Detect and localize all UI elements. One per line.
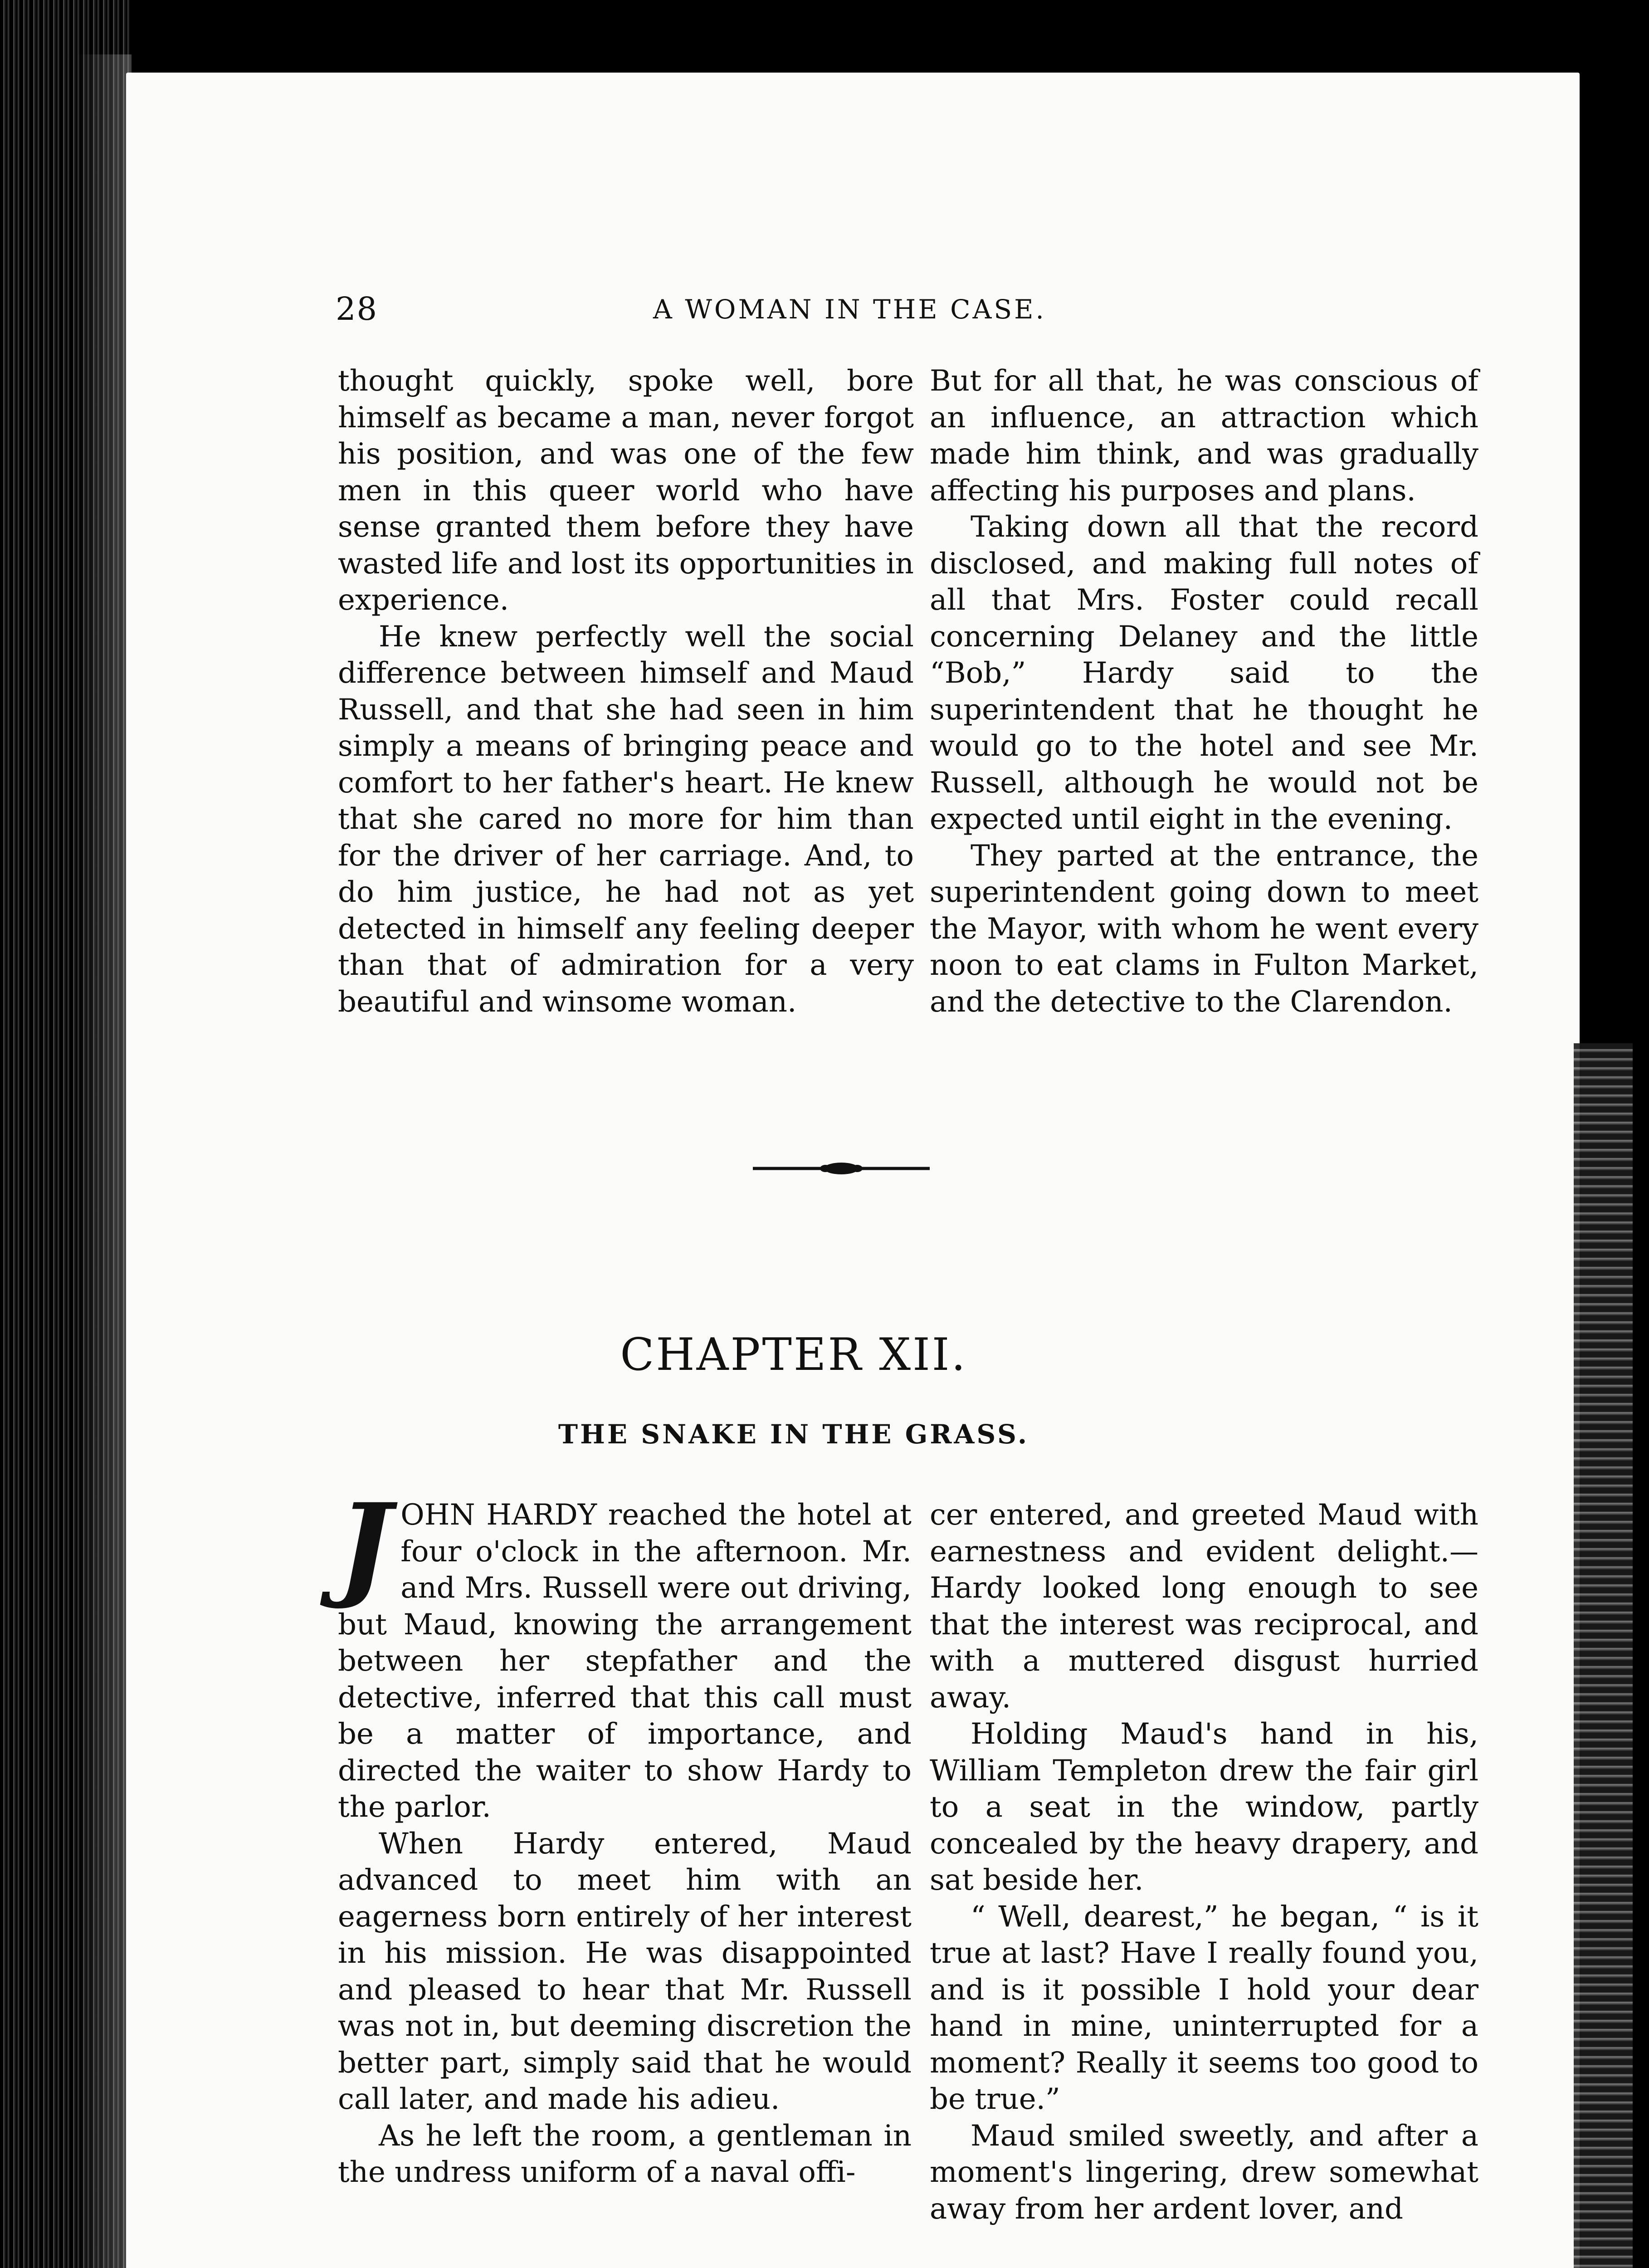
paragraph: When Hardy entered, Maud advanced to meet him with an eagerness born entirely of her interest in his mission. He was disappointed and pleased to hear that Mr. Russell was not in, but deeming discretion the better part, simply said that he would call later, and made his adieu. bbox=[338, 1827, 912, 2116]
paragraph: They parted at the entrance, the superintendent going down to meet the Mayor, with whom he went every noon to eat clams in Fulton Market, and the detective to the Clarendon. bbox=[930, 839, 1478, 1019]
page-number: 28 bbox=[336, 290, 378, 327]
chapter-subtitle: THE SNAKE IN THE GRASS. bbox=[558, 1419, 1029, 1450]
paragraph: As he left the room, a gentleman in the undress uniform of a naval offi- bbox=[338, 2119, 912, 2189]
page-edge-right bbox=[1574, 1043, 1633, 2268]
opening-paragraph-text: OHN HARDY reached the hotel at four o'clock in the afternoon. Mr. and Mrs. Russell were out driving, but Maud, knowing the arrangement between her stepfather and the detective, inferred that this call must be a matter of importance, and directed the waiter to show Hardy to the parlor. bbox=[338, 1498, 912, 1824]
paragraph: thought quickly, spoke well, bore himself as became a man, never forgot his position, and was one of the few men in this queer world who have sense granted them before they have wasted life and lost its opportunities in experience. bbox=[338, 364, 914, 617]
spine-shadow bbox=[77, 54, 132, 2268]
paragraph: cer entered, and greeted Maud with earnestness and evident delight.— Hardy looked long enough to see that the interest was reciprocal, and with a muttered disgust hurried away. bbox=[930, 1498, 1478, 1715]
top-right-column bbox=[930, 363, 1478, 1020]
running-title: A WOMAN IN THE CASE. bbox=[653, 294, 1046, 325]
paragraph: He knew perfectly well the social difference between himself and Maud Russell, and that she had seen in him simply a means of bringing peace and comfort to her father's heart. He knew that she cared no more for him than for the driver of her carriage. And, to do him justice, he had not as yet detected in himself any feeling deeper than that of admiration for a very beautiful and winsome woman. bbox=[338, 620, 914, 1019]
chapter-heading: CHAPTER XII. bbox=[620, 1329, 967, 1381]
paragraph: Holding Maud's hand in his, William Templeton drew the fair girl to a seat in the window, partly concealed by the heavy drapery, and sat beside her. bbox=[930, 1717, 1478, 1897]
paragraph: “ Well, dearest,” he began, “ is it true at last? Have I really found you, and is it possible I hold your dear hand in mine, uninterrupted for a moment? Really it seems too good to be true.” bbox=[930, 1900, 1478, 2116]
bottom-left-column bbox=[338, 1478, 912, 2191]
ornamental-rule-icon bbox=[753, 1159, 930, 1178]
paragraph: Taking down all that the record disclosed, and making full notes of all that Mrs. Foster could recall concerning Delaney and the little “Bob,” Hardy said to the superintendent that he thought he would go to the hotel and see Mr. Russell, although he would not be expected until eight in the evening. bbox=[930, 510, 1478, 836]
drop-cap: J bbox=[338, 1478, 392, 1612]
paragraph: But for all that, he was conscious of an influence, an attraction which made him think, and was gradually affecting his purposes and plans. bbox=[930, 364, 1478, 508]
running-head bbox=[336, 290, 1279, 340]
bottom-right-column bbox=[930, 1497, 1478, 2227]
top-left-column bbox=[338, 363, 914, 1020]
paragraph: Maud smiled sweetly, and after a moment's lingering, drew somewhat away from her ardent lover, and bbox=[930, 2119, 1478, 2226]
opening-paragraph bbox=[338, 1478, 912, 1826]
